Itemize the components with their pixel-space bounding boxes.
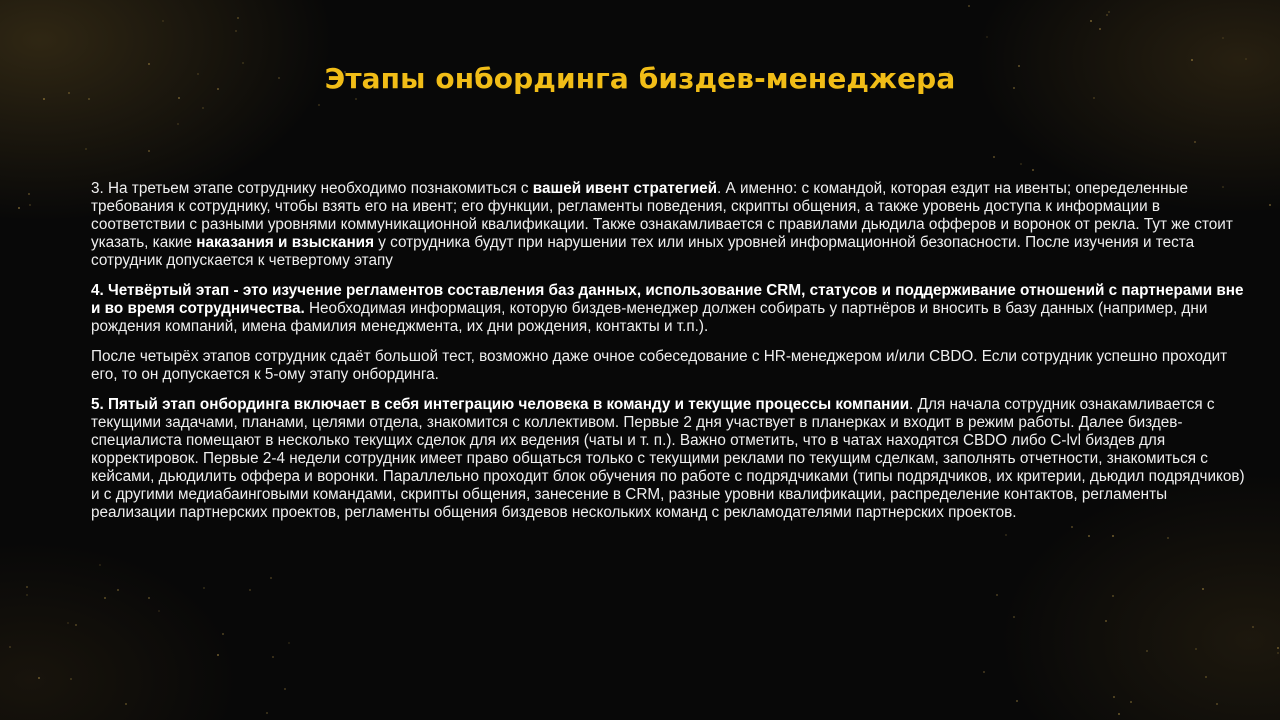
sparkle <box>67 622 69 624</box>
sparkle <box>88 98 90 100</box>
sparkle <box>1106 14 1108 16</box>
sparkle <box>148 597 150 599</box>
sparkle <box>1191 59 1193 61</box>
slide-title: Этапы онбординга биздев-менеджера <box>324 62 956 95</box>
sparkle <box>158 610 160 612</box>
sparkle <box>270 577 272 579</box>
sparkle <box>1020 163 1022 165</box>
sparkle <box>178 97 180 99</box>
sparkle <box>1167 537 1169 539</box>
sparkle <box>1088 535 1090 537</box>
text-segment-bold: 4. Четвёртый этап - это изучение регламентов составления баз данных, использование CRM, статусов и поддерживание отношений с партнерами вне и во время сотрудничества. <box>91 282 1244 317</box>
sparkle <box>1112 535 1114 537</box>
sparkle <box>237 17 239 19</box>
text-segment-bold: вашей ивент стратегией <box>532 180 718 197</box>
sparkle <box>1130 701 1132 703</box>
sparkle <box>1093 97 1095 99</box>
sparkle <box>148 150 150 152</box>
sparkle <box>1245 58 1247 60</box>
slide-body <box>91 180 1249 534</box>
sparkle <box>117 589 119 591</box>
sparkle <box>986 36 988 38</box>
sparkle <box>177 123 179 125</box>
sparkle <box>217 654 219 656</box>
paragraph-stage-3 <box>91 180 1249 270</box>
sparkle <box>1108 11 1110 13</box>
sparkle <box>26 586 28 588</box>
sparkle <box>75 624 77 626</box>
sparkle <box>1269 204 1271 206</box>
text-segment-bold: наказания и взыскания <box>196 234 375 251</box>
paragraph-stage-5 <box>91 396 1249 522</box>
sparkle <box>38 677 40 679</box>
sparkle <box>104 597 106 599</box>
sparkle <box>18 207 20 209</box>
text-segment: . Для начала сотрудник ознакамливается с текущими задачами, планами, целями отдела, знакомится с коллективом. Первые 2 дня участвует в планерках и входит в режим работы. Далее биздев-специалиста помещают в несколько текущих сделок для их ведения (чаты и т. п.). Важно отметить, что в чатах находятся CBDO либо C-lvl биздев для корректировок. Первые 2-4 недели сотрудник имеет право общаться только с текущими реклами по текущим сделкам, заполнять отчетности, знакомиться с кейсами, дьюдилить оффера и воронки. Параллельно проходит блок обучения по работе с подрядчиками (типы подрядчиков, их критерии, дьюдил подрядчиков) и с другими медиабаинговыми командами, скрипты общения, занесение в CRM, разные уровни квалификации, распределение контактов, регламенты реализации партнерских проектов, регламенты общения биздевов нескольких команд с рекламодателями партнерских проектов. <box>91 396 1245 521</box>
sparkle <box>1105 620 1107 622</box>
sparkle <box>1216 703 1218 705</box>
text-segment: у сотрудника будут при нарушении тех или иных уровней информационной безопасности. После изучения и теста сотрудник допускается к четвертому этапу <box>91 234 1195 269</box>
sparkle <box>318 104 320 106</box>
sparkle <box>85 148 87 150</box>
sparkle <box>26 594 28 596</box>
sparkle <box>1113 696 1115 698</box>
sparkle <box>993 156 995 158</box>
sparkle <box>1112 595 1114 597</box>
sparkle <box>1222 37 1224 39</box>
sparkle <box>99 564 101 566</box>
sparkle <box>1013 616 1015 618</box>
sparkle <box>1252 626 1254 628</box>
sparkle <box>1195 648 1197 650</box>
sparkle <box>1202 588 1204 590</box>
sparkle <box>70 678 72 680</box>
sparkle <box>288 642 290 644</box>
sparkle <box>284 688 286 690</box>
sparkle <box>1146 650 1148 652</box>
sparkle <box>125 703 127 705</box>
text-segment: 3. На третьем этапе сотруднику необходимо познакомиться с <box>91 180 533 197</box>
text-segment: . А именно: с командой, которая ездит на ивенты; опеределенные требования к сотруднику, чтобы взять его на ивент; его функции, регламенты поведения, скрипты общения, а также уровень доступа к информации в соответствии с разными уровнями коммуникационной квалификации. Также ознакамливается с правилами дьюдила офферов и воронок от рекла. Тут же стоит указать, какие <box>91 180 1233 251</box>
sparkle <box>266 712 268 714</box>
sparkle <box>235 30 237 32</box>
sparkle <box>1194 141 1196 143</box>
sparkle <box>249 589 251 591</box>
sparkle <box>43 98 45 100</box>
sparkle <box>1016 700 1018 702</box>
sparkle <box>968 5 970 7</box>
sparkle <box>1118 713 1120 715</box>
sparkle <box>1032 169 1034 171</box>
sparkle <box>1090 20 1092 22</box>
sparkle <box>29 204 31 206</box>
paragraph-test <box>91 348 1249 384</box>
sparkle <box>355 98 357 100</box>
sparkle <box>162 20 164 22</box>
sparkle <box>203 587 205 589</box>
sparkle <box>272 656 274 658</box>
sparkle <box>1205 676 1207 678</box>
sparkle <box>222 633 224 635</box>
sparkle <box>202 107 204 109</box>
sparkle <box>983 671 985 673</box>
sparkle <box>1277 647 1279 649</box>
text-segment: Необходимая информация, которую биздев-менеджер должен собирать у партнёров и вносить в базу данных (например, дни рождения компаний, имена фамилия менеджмента, их дни рождения, контакты и т.п.). <box>91 300 1208 335</box>
sparkle <box>1277 652 1279 654</box>
text-segment-bold: 5. Пятый этап онбординга включает в себя интеграцию человека в команду и текущие процессы компании <box>91 396 910 413</box>
sparkle <box>996 594 998 596</box>
text-segment: После четырёх этапов сотрудник сдаёт большой тест, возможно даже очное собеседование с HR-менеджером и/или CBDO. Если сотрудник успешно проходит его, то он допускается к 5-ому этапу онбординга. <box>91 348 1228 383</box>
sparkle <box>28 193 30 195</box>
sparkle <box>1099 28 1101 30</box>
sparkle <box>9 646 11 648</box>
paragraph-stage-4 <box>91 282 1249 336</box>
